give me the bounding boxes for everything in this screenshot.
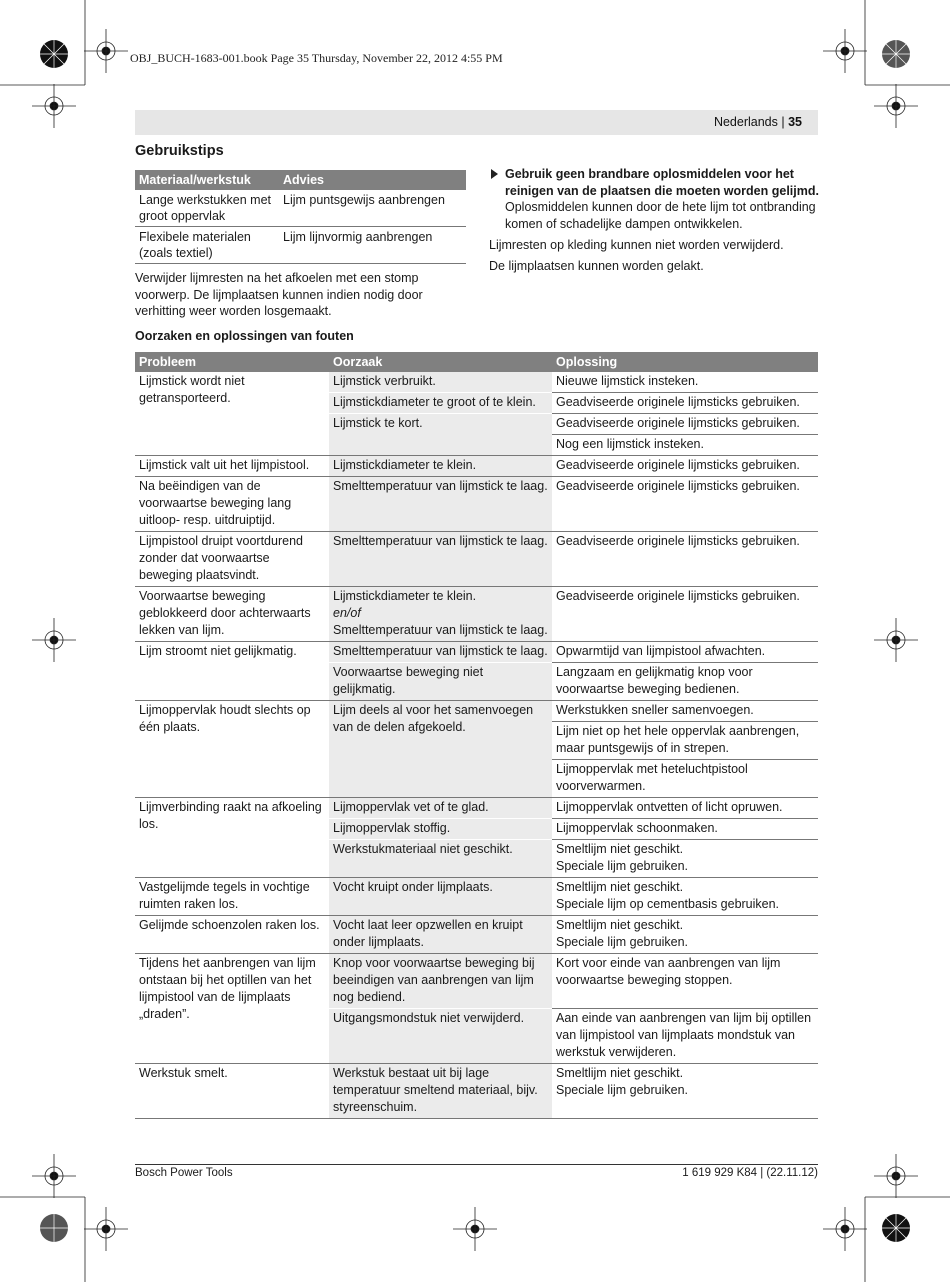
- solution-cell: Langzaam en gelijkmatig knop voor voorwaartse beweging bedienen.: [552, 663, 818, 701]
- cause-cell: Lijm deels al voor het samenvoegen van de delen afgekoeld.: [329, 701, 552, 798]
- table-row: [135, 798, 818, 819]
- print-header: OBJ_BUCH-1683-001.book Page 35 Thursday, November 22, 2012 4:55 PM: [130, 51, 503, 65]
- column-header-advice: Advies: [279, 170, 466, 190]
- warning-text: [505, 166, 819, 232]
- table-row: [135, 532, 818, 587]
- cause-cell: Lijmstickdiameter te groot of te klein.: [329, 393, 552, 414]
- cause-cell: Smelttemperatuur van lijmstick te laag.: [329, 477, 552, 532]
- solution-cell: Kort voor einde van aanbrengen van lijm voorwaartse beweging stoppen.: [552, 954, 818, 1009]
- solution-cell: Geadviseerde originele lijmsticks gebruiken.: [552, 456, 818, 477]
- cause-cell: Lijmoppervlak stoffig.: [329, 819, 552, 840]
- warning-bold-text: Gebruik geen brandbare oplosmiddelen voor het reinigen van de plaatsen die moeten worden gelijmd.: [505, 167, 819, 198]
- table-row: [135, 372, 818, 393]
- solution-line: Smeltlijm niet geschikt.: [556, 918, 684, 932]
- cause-cell: Lijmstick te kort.: [329, 414, 552, 456]
- solution-cell: Aan einde van aanbrengen van lijm bij optillen van lijmpistool van lijmplaats mondstuk van werkstuk verwijderen.: [552, 1009, 818, 1064]
- solution-line: Speciale lijm gebruiken.: [556, 859, 689, 873]
- problem-cell: Werkstuk smelt.: [135, 1064, 329, 1119]
- cause-cell: Smelttemperatuur van lijmstick te laag.: [329, 532, 552, 587]
- problem-cell: Na beëindigen van de voorwaartse beweging lang uitloop- resp. uitdruiptijd.: [135, 477, 329, 532]
- table-row: [135, 456, 818, 477]
- cause-cell: Lijmoppervlak vet of te glad.: [329, 798, 552, 819]
- cause-line: Smelttemperatuur van lijmstick te laag.: [333, 623, 548, 637]
- table-header-row: [135, 352, 818, 372]
- problem-cell: Lijmpistool druipt voortdurend zonder dat voorwaartse beweging plaatsvindt.: [135, 532, 329, 587]
- problem-cell: Lijmstick wordt niet getransporteerd.: [135, 372, 329, 456]
- solution-line: Speciale lijm gebruiken.: [556, 935, 689, 949]
- solution-cell: Geadviseerde originele lijmsticks gebruiken.: [552, 587, 818, 642]
- page-separator: |: [777, 115, 789, 129]
- table-row: [135, 190, 466, 227]
- solution-cell: Lijmoppervlak schoonmaken.: [552, 819, 818, 840]
- solution-line: Smeltlijm niet geschikt.: [556, 842, 684, 856]
- solution-line: Smeltlijm niet geschikt.: [556, 1066, 684, 1080]
- solution-cell: [552, 878, 818, 916]
- faults-table: [135, 352, 818, 1119]
- material-cell: Flexibele materialen (zoals textiel): [135, 227, 279, 264]
- solution-line: Speciale lijm op cementbasis gebruiken.: [556, 897, 780, 911]
- column-header-problem: Probleem: [135, 352, 329, 372]
- cause-cell: Werkstukmateriaal niet geschikt.: [329, 840, 552, 878]
- warning-regular-text: Oplosmiddelen kunnen door de hete lijm tot ontbranding komen of schadelijke dampen ontwikkelen.: [505, 200, 816, 231]
- column-header-material: Materiaal/werkstuk: [135, 170, 279, 190]
- page-header-bar: [135, 110, 818, 135]
- cause-cell: Knop voor voorwaartse beweging bij beeindigen van aanbrengen van lijm nog bediend.: [329, 954, 552, 1009]
- bullet-triangle-icon: [491, 169, 498, 179]
- table-row: [135, 878, 818, 916]
- solution-cell: [552, 1064, 818, 1119]
- page-number: 35: [788, 115, 802, 129]
- page-language-label: [714, 115, 802, 129]
- problem-cell: Lijm stroomt niet gelijkmatig.: [135, 642, 329, 701]
- faults-heading: Oorzaken en oplossingen van fouten: [135, 329, 354, 343]
- solution-line: Speciale lijm gebruiken.: [556, 1083, 689, 1097]
- table-row: [135, 1064, 818, 1119]
- footer-document-number: 1 619 929 K84 | (22.11.12): [682, 1167, 818, 1179]
- table-row: [135, 916, 818, 954]
- problem-cell: Lijmstick valt uit het lijmpistool.: [135, 456, 329, 477]
- warning-bullet: [489, 166, 819, 232]
- solution-cell: Geadviseerde originele lijmsticks gebruiken.: [552, 477, 818, 532]
- solution-cell: Lijm niet op het hele oppervlak aanbrengen, maar puntsgewijs of in strepen.: [552, 722, 818, 760]
- solution-cell: [552, 840, 818, 878]
- usage-tips-paragraph: Verwijder lijmresten na het afkoelen met een stomp voorwerp. De lijmplaatsen kunnen indien nodig door verhitting weer worden losgemaakt.: [135, 271, 423, 318]
- footer-divider: [135, 1164, 818, 1165]
- problem-cell: Lijmoppervlak houdt slechts op één plaats.: [135, 701, 329, 798]
- language: Nederlands: [713, 115, 778, 129]
- cause-cell: Vocht kruipt onder lijmplaats.: [329, 878, 552, 916]
- cause-cell: Smelttemperatuur van lijmstick te laag.: [329, 642, 552, 663]
- table-header-row: [135, 170, 466, 190]
- problem-cell: Lijmverbinding raakt na afkoeling los.: [135, 798, 329, 878]
- problem-cell: Gelijmde schoenzolen raken los.: [135, 916, 329, 954]
- table-row: [135, 227, 466, 264]
- solution-cell: Lijmoppervlak ontvetten of licht opruwen.: [552, 798, 818, 819]
- solution-cell: Geadviseerde originele lijmsticks gebruiken.: [552, 414, 818, 435]
- table-row: [135, 642, 818, 663]
- advice-cell: Lijm puntsgewijs aanbrengen: [279, 190, 466, 227]
- cause-cell: Uitgangsmondstuk niet verwijderd.: [329, 1009, 552, 1064]
- cause-cell: Lijmstickdiameter te klein.: [329, 456, 552, 477]
- table-row: [135, 477, 818, 532]
- cause-cell: Vocht laat leer opzwellen en kruipt onder lijmplaats.: [329, 916, 552, 954]
- usage-tips-heading: Gebruikstips: [135, 143, 224, 159]
- cause-cell: Lijmstick verbruikt.: [329, 372, 552, 393]
- column-header-solution: Oplossing: [552, 352, 818, 372]
- cause-conjunction: en/of: [333, 606, 361, 620]
- cause-cell: Werkstuk bestaat uit bij lage temperatuur smeltend materiaal, bijv. styreenschuim.: [329, 1064, 552, 1119]
- solution-line: Smeltlijm niet geschikt.: [556, 880, 684, 894]
- lacquer-paragraph: De lijmplaatsen kunnen worden gelakt.: [489, 259, 704, 273]
- problem-cell: Voorwaartse beweging geblokkeerd door achterwaarts lekken van lijm.: [135, 587, 329, 642]
- solution-cell: Nog een lijmstick insteken.: [552, 435, 818, 456]
- problem-cell: Tijdens het aanbrengen van lijm ontstaan bij het optillen van het lijmpistool van de lijmplaats „draden”.: [135, 954, 329, 1064]
- solution-cell: [552, 916, 818, 954]
- solution-cell: Opwarmtijd van lijmpistool afwachten.: [552, 642, 818, 663]
- table-row: [135, 701, 818, 722]
- cause-line: Lijmstickdiameter te klein.: [333, 589, 477, 603]
- table-row: [135, 587, 818, 642]
- cause-cell: [329, 587, 552, 642]
- material-cell: Lange werkstukken met groot oppervlak: [135, 190, 279, 227]
- table-row: [135, 954, 818, 1009]
- solution-cell: Geadviseerde originele lijmsticks gebruiken.: [552, 532, 818, 587]
- problem-cell: Vastgelijmde tegels in vochtige ruimten raken los.: [135, 878, 329, 916]
- solution-cell: Nieuwe lijmstick insteken.: [552, 372, 818, 393]
- footer-brand: Bosch Power Tools: [135, 1167, 233, 1179]
- solution-cell: Lijmoppervlak met heteluchtpistool voorverwarmen.: [552, 760, 818, 798]
- solution-cell: Geadviseerde originele lijmsticks gebruiken.: [552, 393, 818, 414]
- usage-tips-table: [135, 170, 466, 264]
- solution-cell: Werkstukken sneller samenvoegen.: [552, 701, 818, 722]
- advice-cell: Lijm lijnvormig aanbrengen: [279, 227, 466, 264]
- clothing-residue-paragraph: Lijmresten op kleding kunnen niet worden verwijderd.: [489, 238, 784, 252]
- column-header-cause: Oorzaak: [329, 352, 552, 372]
- cause-cell: Voorwaartse beweging niet gelijkmatig.: [329, 663, 552, 701]
